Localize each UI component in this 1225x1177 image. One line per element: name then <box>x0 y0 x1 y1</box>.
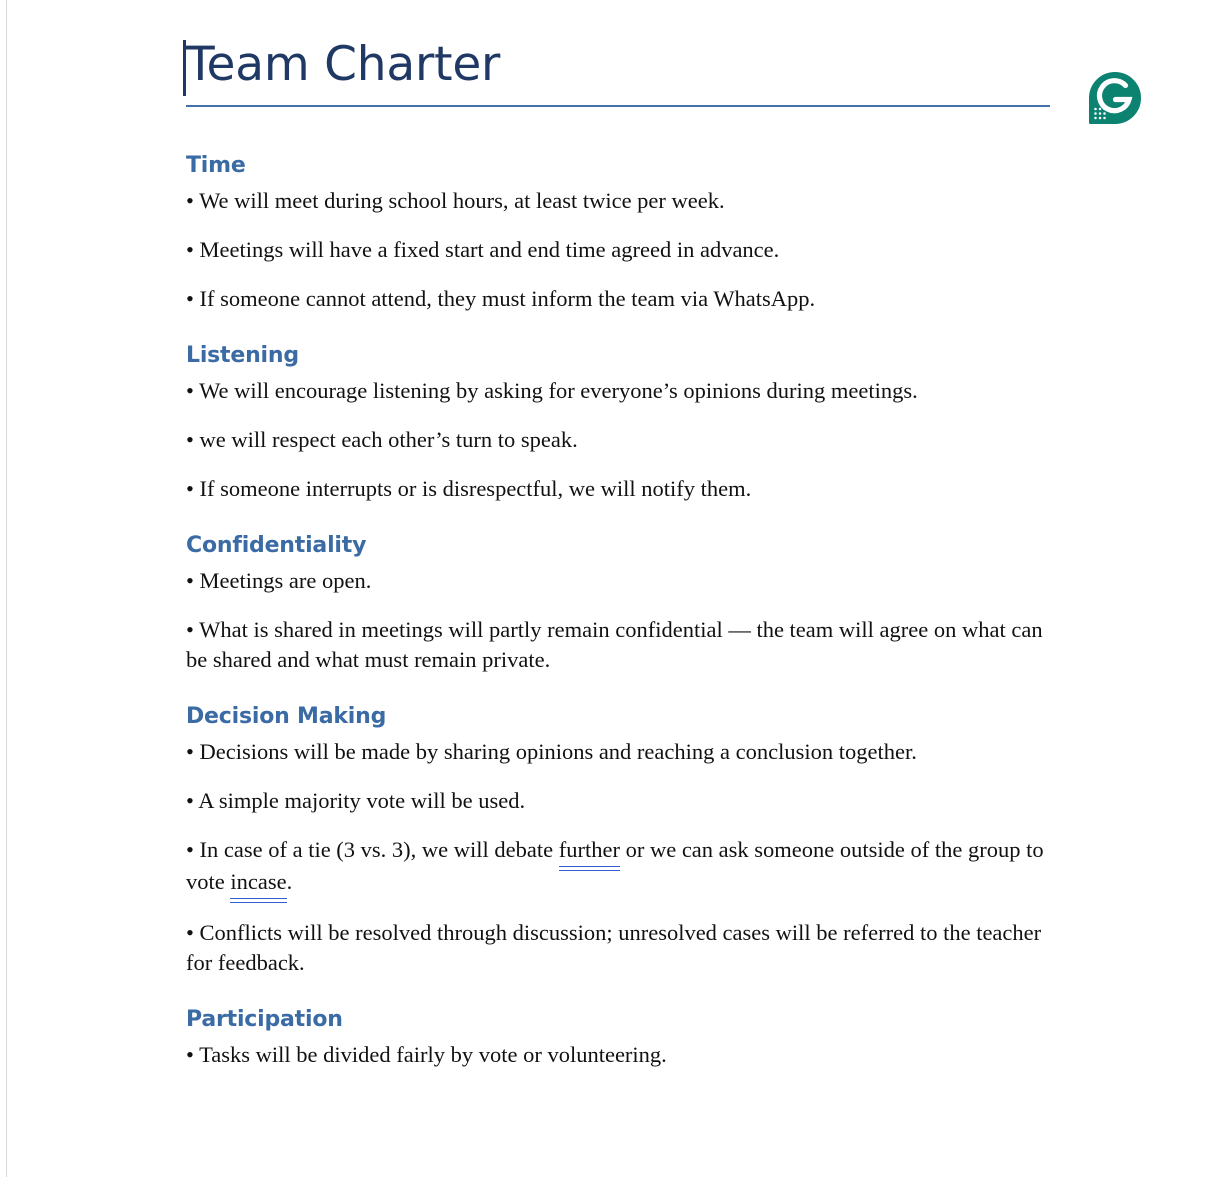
text-caret <box>183 40 186 96</box>
grammar-suggestion-marker[interactable]: further <box>559 835 620 867</box>
bullet-item: • If someone cannot attend, they must inform the team via WhatsApp. <box>186 286 816 311</box>
bullet-item: • We will encourage listening by asking for everyone’s opinions during meetings. <box>186 378 918 403</box>
charter-section <box>186 152 1066 314</box>
document-body[interactable] <box>186 152 1066 1070</box>
title-row[interactable] <box>186 36 1050 98</box>
section-heading-decision-making: Decision Making <box>186 704 387 729</box>
section-heading-time: Time <box>186 153 246 178</box>
bullet-item: • Decisions will be made by sharing opinions and reaching a conclusion together. <box>186 739 917 764</box>
bullet-item: • Tasks will be divided fairly by vote or volunteering. <box>186 1042 667 1067</box>
charter-section <box>186 532 1066 675</box>
page-title[interactable]: Team Charter <box>186 37 501 92</box>
bullet-item: • we will respect each other’s turn to speak. <box>186 427 578 452</box>
bullet-item: • In case of a tie (3 vs. 3), we will debate further or we can ask someone outside of the group to vote incase. <box>186 835 1066 899</box>
bullet-item: • We will meet during school hours, at least twice per week. <box>186 188 725 213</box>
title-divider <box>186 105 1050 107</box>
section-heading-confidentiality: Confidentiality <box>186 533 367 558</box>
charter-section <box>186 1006 1066 1070</box>
bullet-item: • If someone interrupts or is disrespectful, we will notify them. <box>186 476 752 501</box>
bullet-item: • Meetings will have a fixed start and end time agreed in advance. <box>186 237 780 262</box>
bullet-item: • Meetings are open. <box>186 568 372 593</box>
section-heading-participation: Participation <box>186 1007 343 1032</box>
bullet-item: • What is shared in meetings will partly remain confidential — the team will agree on what can be shared and what must remain private. <box>186 617 1043 672</box>
grammarly-logo-icon[interactable] <box>1085 68 1145 128</box>
section-heading-listening: Listening <box>186 343 299 368</box>
bullet-item: • A simple majority vote will be used. <box>186 788 526 813</box>
grammar-suggestion-marker[interactable]: incase <box>230 867 286 899</box>
bullet-item: • Conflicts will be resolved through discussion; unresolved cases will be referred to the teacher for feedback. <box>186 920 1042 975</box>
charter-section <box>186 342 1066 504</box>
document-title-block <box>186 36 1050 107</box>
charter-section <box>186 703 1066 978</box>
